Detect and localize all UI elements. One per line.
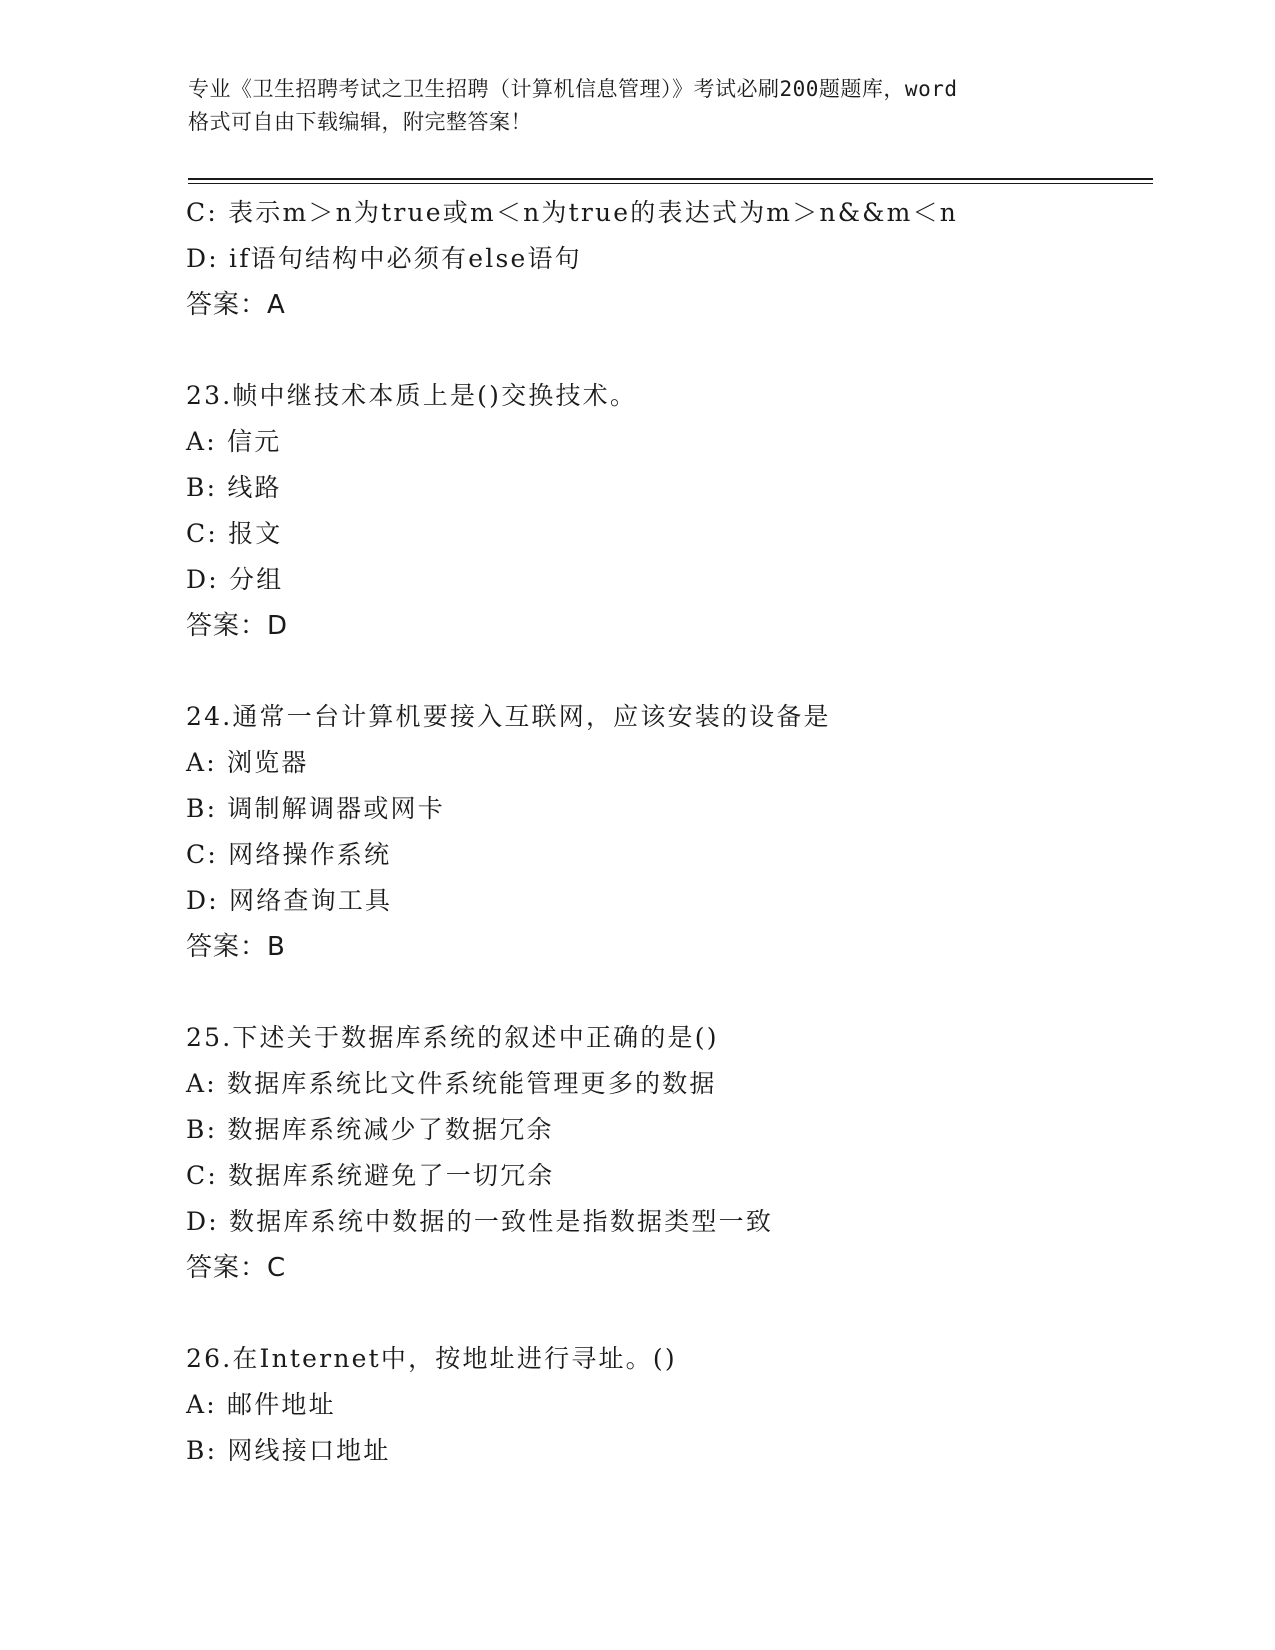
option-a: A: 信元	[186, 427, 282, 456]
header-line-1: 专业《卫生招聘考试之卫生招聘（计算机信息管理）》考试必刷200题题库，word	[188, 77, 958, 101]
answer-line: 答案：A	[186, 290, 286, 320]
question-stem: 24.通常一台计算机要接入互联网，应该安装的设备是	[186, 702, 831, 731]
option-a: A: 浏览器	[186, 748, 309, 777]
option-c: C: 网络操作系统	[186, 840, 392, 869]
spacer	[186, 649, 1146, 694]
option-c: C: 报文	[186, 519, 283, 548]
option-b: B: 数据库系统减少了数据冗余	[186, 1115, 554, 1144]
option-d: D: if语句结构中必须有else语句	[186, 244, 582, 273]
spacer	[186, 970, 1146, 1015]
spacer	[186, 1291, 1146, 1336]
option-d: D: 网络查询工具	[186, 886, 393, 915]
option-c: C: 表示m＞n为true或m＜n为true的表达式为m＞n&&m＜n	[186, 198, 959, 227]
document-header	[188, 73, 1088, 139]
option-d: D: 数据库系统中数据的一致性是指数据类型一致	[186, 1207, 774, 1236]
header-divider-thin	[188, 183, 1153, 184]
spacer	[186, 328, 1146, 373]
option-c: C: 数据库系统避免了一切冗余	[186, 1161, 555, 1190]
question-list	[186, 190, 1146, 1474]
question-block-25	[186, 1015, 1146, 1291]
question-stem: 23.帧中继技术本质上是()交换技术。	[186, 381, 638, 410]
header-divider-thick	[188, 178, 1153, 180]
option-b: B: 网线接口地址	[186, 1436, 391, 1465]
answer-line: 答案：D	[186, 611, 289, 641]
header-line-2: 格式可自由下载编辑，附完整答案！	[188, 110, 532, 134]
question-block-24	[186, 694, 1146, 970]
option-d: D: 分组	[186, 565, 284, 594]
question-block-26	[186, 1336, 1146, 1474]
question-block-22	[186, 190, 1146, 328]
option-a: A: 邮件地址	[186, 1390, 336, 1419]
option-a: A: 数据库系统比文件系统能管理更多的数据	[186, 1069, 717, 1098]
option-b: B: 线路	[186, 473, 282, 502]
question-stem: 25.下述关于数据库系统的叙述中正确的是()	[186, 1023, 719, 1052]
answer-line: 答案：B	[186, 932, 286, 962]
option-b: B: 调制解调器或网卡	[186, 794, 445, 823]
question-block-23	[186, 373, 1146, 649]
question-stem: 26.在Internet中，按地址进行寻址。()	[186, 1344, 677, 1373]
answer-line: 答案：C	[186, 1253, 287, 1283]
